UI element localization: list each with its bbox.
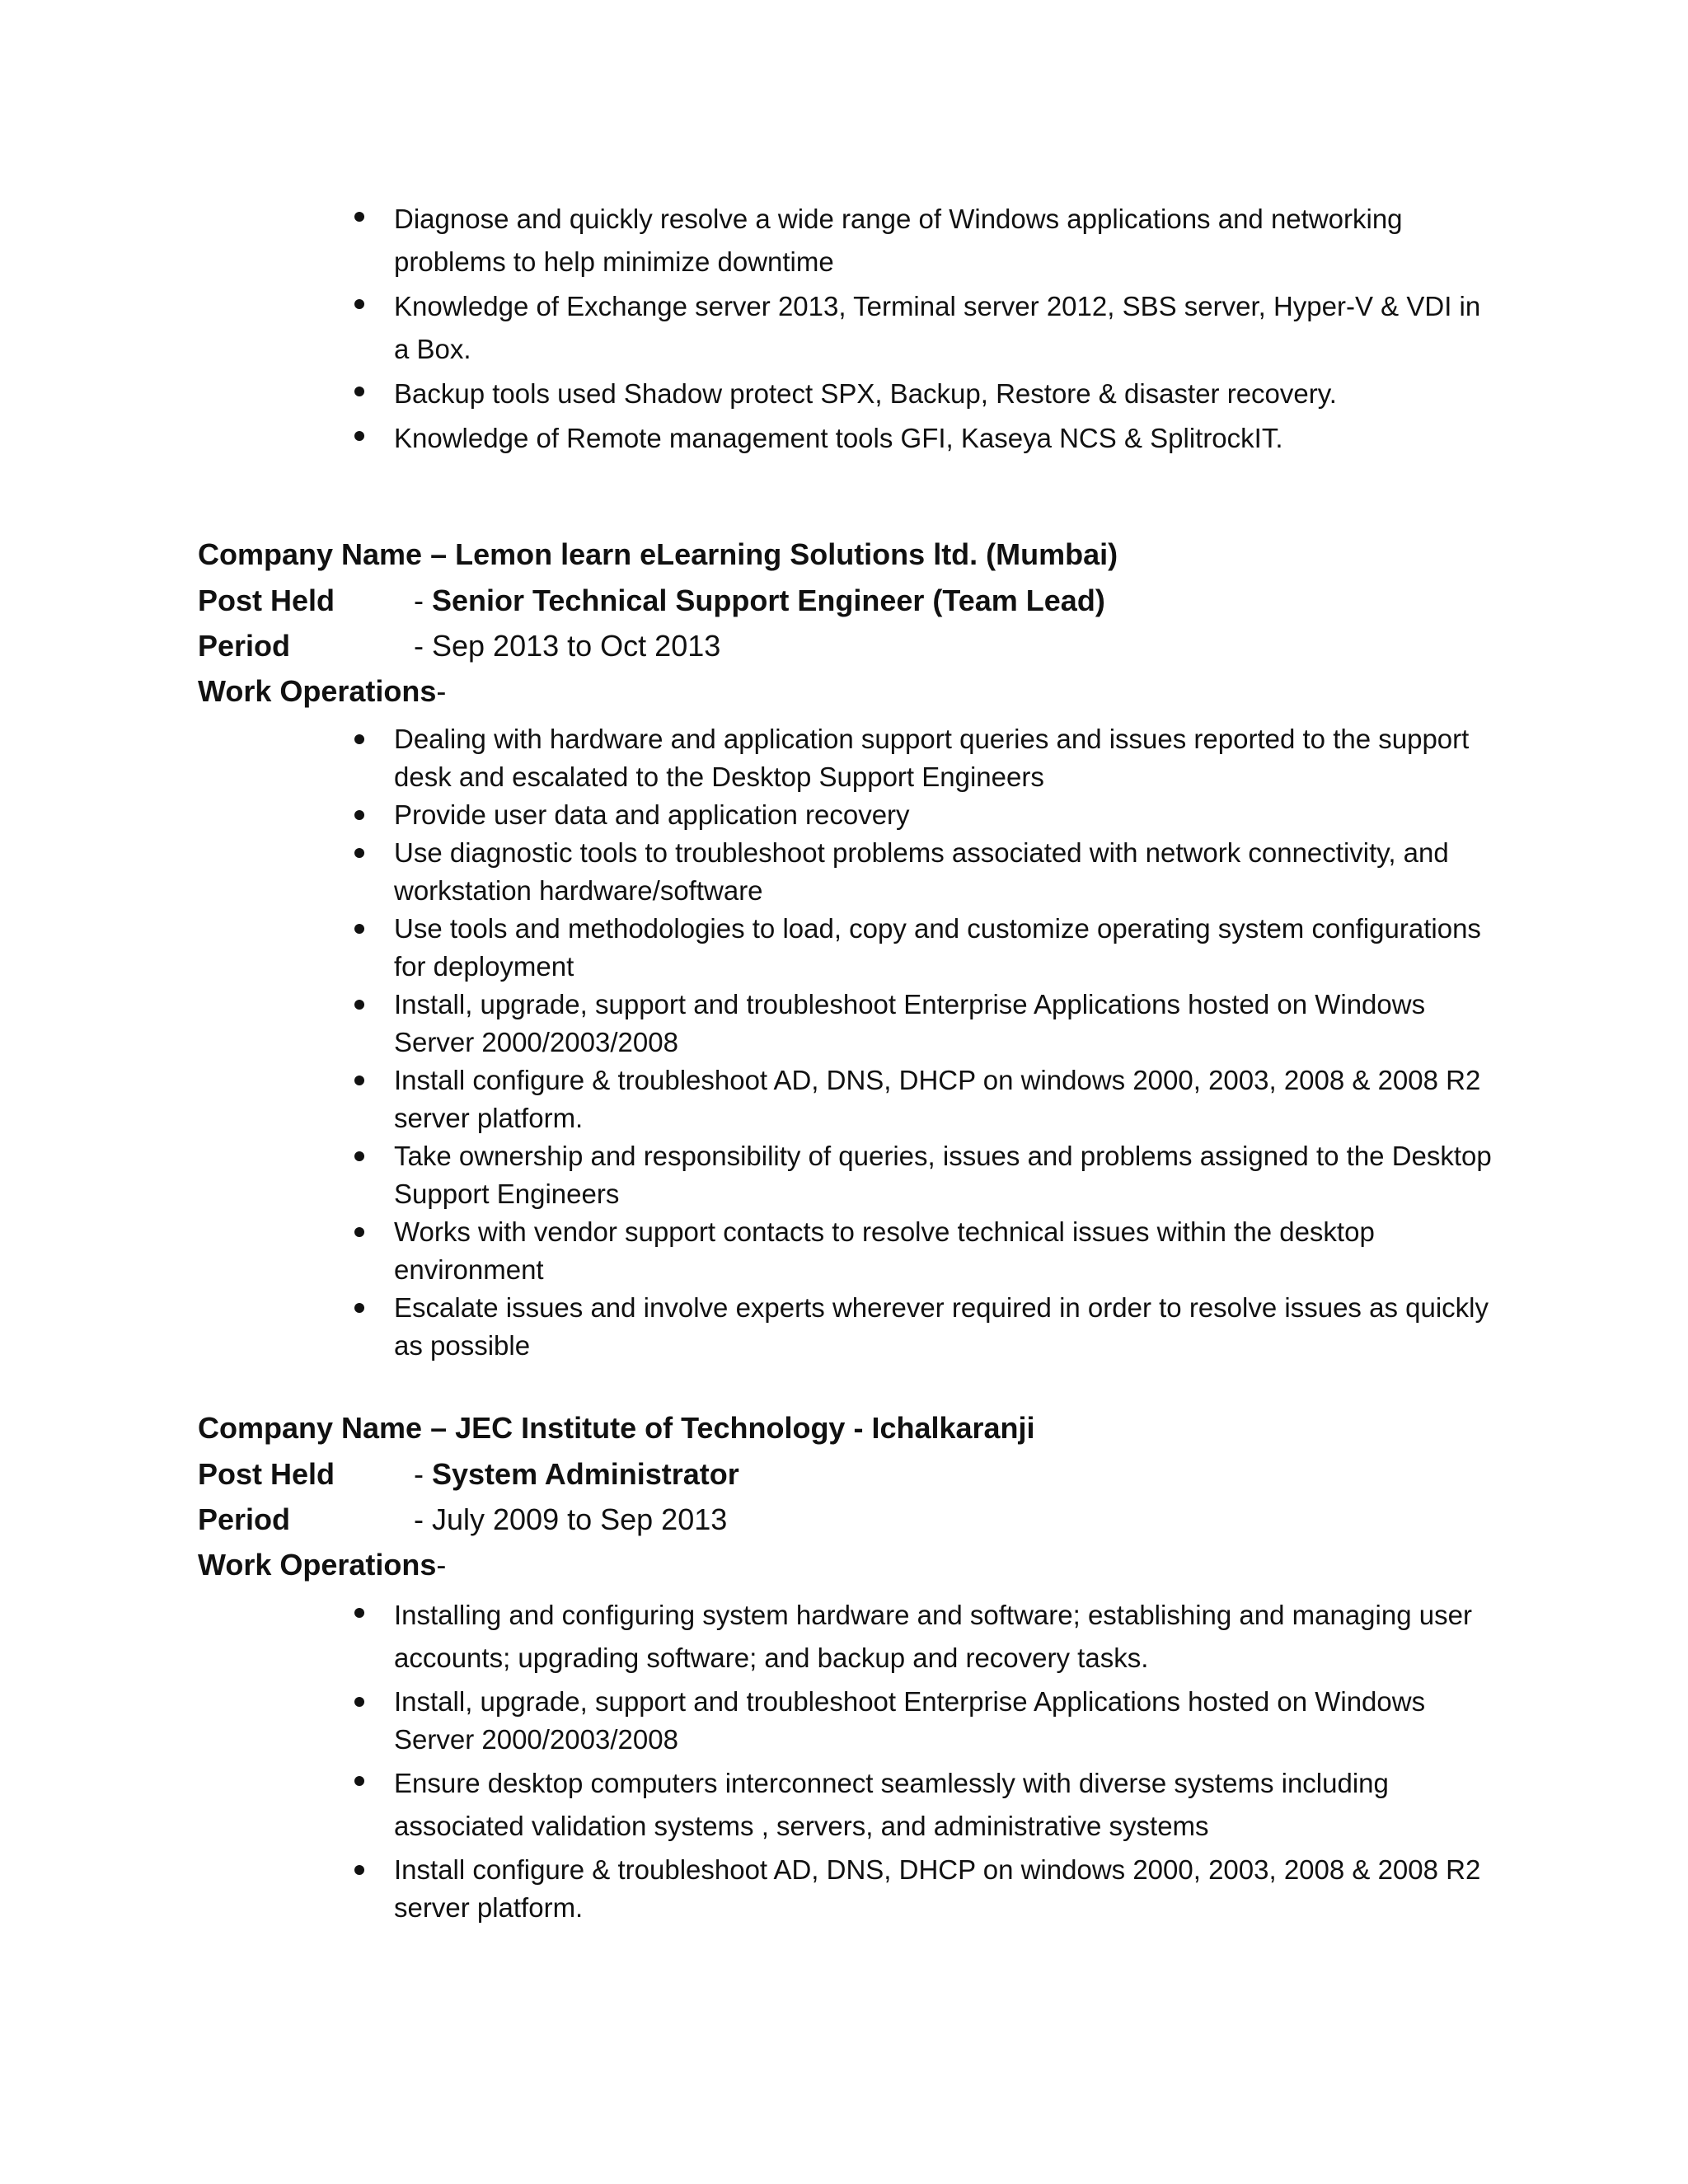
- list-item: Provide user data and application recovery: [338, 796, 1492, 834]
- company-name: JEC Institute of Technology - Ichalkaranji: [455, 1411, 1035, 1445]
- list-item: Dealing with hardware and application support queries and issues reported to the support desk and escalated to the Desktop Support Engineers: [338, 720, 1492, 796]
- list-item: Knowledge of Exchange server 2013, Terminal server 2012, SBS server, Hyper-V & VDI in a Box.: [338, 285, 1492, 371]
- period-value: - Sep 2013 to Oct 2013: [414, 629, 721, 663]
- bullet-icon: [354, 810, 364, 820]
- job1-bullet-list: [338, 720, 1492, 1365]
- list-item: Use tools and methodologies to load, copy and customize operating system configurations for deployment: [338, 910, 1492, 986]
- company-label: Company Name: [198, 1411, 423, 1445]
- bullet-icon: [354, 848, 364, 858]
- job2-bullet-list: [338, 1594, 1492, 1927]
- list-item: Install, upgrade, support and troubleshoot Enterprise Applications hosted on Windows Server 2000/2003/2008: [338, 986, 1492, 1062]
- list-item: Install configure & troubleshoot AD, DNS, DHCP on windows 2000, 2003, 2008 & 2008 R2 server platform.: [338, 1062, 1492, 1137]
- list-item: Ensure desktop computers interconnect seamlessly with diverse systems including associated validation systems , servers, and administrative systems: [338, 1762, 1492, 1848]
- job1-company-heading: [198, 537, 1118, 572]
- bullet-icon: [354, 212, 364, 222]
- bullet-icon: [354, 1151, 364, 1161]
- bullet-icon: [354, 1000, 364, 1010]
- post-held-label: Post Held: [198, 1457, 335, 1491]
- period-value: - July 2009 to Sep 2013: [414, 1502, 728, 1536]
- company-separator: –: [422, 537, 456, 571]
- job2-company-heading: [198, 1411, 1035, 1446]
- bullet-icon: [354, 1776, 364, 1786]
- list-item: Install, upgrade, support and troubleshoot Enterprise Applications hosted on Windows Server 2000/2003/2008: [338, 1683, 1492, 1759]
- list-item: Works with vendor support contacts to resolve technical issues within the desktop environment: [338, 1213, 1492, 1289]
- post-held-label: Post Held: [198, 583, 335, 617]
- list-item: Use diagnostic tools to troubleshoot problems associated with network connectivity, and workstation hardware/software: [338, 834, 1492, 910]
- list-item: Backup tools used Shadow protect SPX, Backup, Restore & disaster recovery.: [338, 373, 1492, 415]
- work-operations-label: Work Operations-: [198, 1548, 447, 1582]
- work-operations-label: Work Operations-: [198, 674, 447, 708]
- list-item: Escalate issues and involve experts wherever required in order to resolve issues as quickly as possible: [338, 1289, 1492, 1365]
- company-name: Lemon learn eLearning Solutions ltd. (Mumbai): [455, 537, 1118, 571]
- post-held-value: - System Administrator: [414, 1457, 739, 1491]
- list-item: Installing and configuring system hardware and software; establishing and managing user accounts; upgrading software; and backup and recovery tasks.: [338, 1594, 1492, 1680]
- period-label: Period: [198, 629, 291, 663]
- bullet-icon: [354, 299, 364, 309]
- bullet-icon: [354, 1865, 364, 1875]
- bullet-icon: [354, 734, 364, 744]
- list-item: Knowledge of Remote management tools GFI, Kaseya NCS & SplitrockIT.: [338, 417, 1492, 460]
- bullet-icon: [354, 1303, 364, 1313]
- period-label: Period: [198, 1502, 291, 1536]
- bullet-icon: [354, 1608, 364, 1618]
- bullet-icon: [354, 924, 364, 934]
- post-held-value: - Senior Technical Support Engineer (Team Lead): [414, 583, 1105, 617]
- company-separator: –: [422, 1411, 456, 1445]
- list-item: Diagnose and quickly resolve a wide range of Windows applications and networking problems to help minimize downtime: [338, 198, 1492, 284]
- list-item: Take ownership and responsibility of queries, issues and problems assigned to the Desktop Support Engineers: [338, 1137, 1492, 1213]
- company-label: Company Name: [198, 537, 423, 571]
- list-item: Install configure & troubleshoot AD, DNS, DHCP on windows 2000, 2003, 2008 & 2008 R2 server platform.: [338, 1851, 1492, 1927]
- bullet-icon: [354, 431, 364, 441]
- bullet-icon: [354, 1076, 364, 1085]
- bullet-icon: [354, 1227, 364, 1237]
- bullet-icon: [354, 1697, 364, 1707]
- bullet-icon: [354, 387, 364, 396]
- intro-bullet-list: [338, 198, 1492, 460]
